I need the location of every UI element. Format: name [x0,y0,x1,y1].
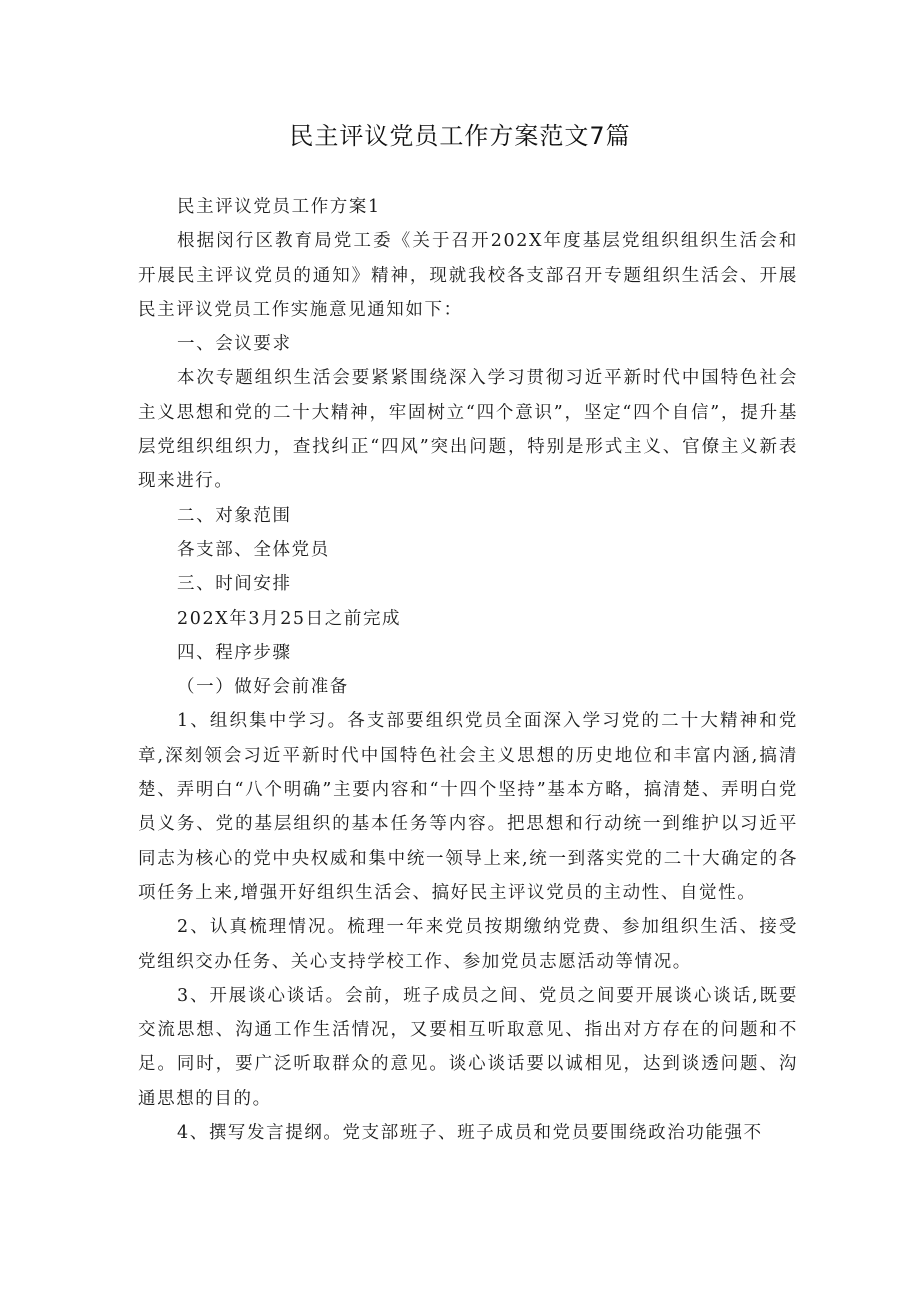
document-body [138,190,798,1150]
section-heading: 一、会议要求 [177,334,292,355]
section-heading: 三、时间安排 [177,574,292,595]
subsection-heading: （一）做好会前准备 [177,677,349,698]
paragraph: 根据闵行区教育局党工委《关于召开202X年度基层党组织组织生活会和开展民主评议党员的通知》精神，现就我校各支部召开专题组织生活会、开展民主评议党员工作实施意见通知如下： [138,231,798,320]
paragraph: 1、组织集中学习。各支部要组织党员全面深入学习党的二十大精神和党章,深刻领会习近平新时代中国特色社会主义思想的历史地位和丰富内涵,搞清楚、弄明白“八个明确”主要内容和“十四个坚持”基本方略，搞清楚、弄明白党员义务、党的基层组织的基本任务等内容。把思想和行动统一到维护以习近平同志为核心的党中央权威和集中统一领导上来,统一到落实党的二十大确定的各项任务上来,增强开好组织生活会、搞好民主评议党员的主动性、自觉性。 [138,711,798,903]
paragraph: 3、开展谈心谈话。会前，班子成员之间、党员之间要开展谈心谈话,既要交流思想、沟通工作生活情况，又要相互听取意见、指出对方存在的问题和不足。同时，要广泛听取群众的意见。谈心谈话要以诚相见，达到谈透问题、沟通思想的目的。 [138,985,798,1109]
section-heading: 二、对象范围 [177,505,292,526]
paragraph: 2、认真梳理情况。梳理一年来党员按期缴纳党费、参加组织生活、接受党组织交办任务、关心支持学校工作、参加党员志愿活动等情况。 [138,917,798,972]
section-heading: 民主评议党员工作方案1 [177,197,381,217]
paragraph: 本次专题组织生活会要紧紧围绕深入学习贯彻习近平新时代中国特色社会主义思想和党的二十大精神，牢固树立“四个意识”，坚定“四个自信”，提升基层党组织组织力，查找纠正“四风”突出问题，特别是形式主义、官僚主义新表现来进行。 [138,368,798,492]
paragraph: 4、撰写发言提纲。党支部班子、班子成员和党员要围绕政治功能强不 [177,1123,763,1144]
section-heading: 四、程序步骤 [177,642,292,663]
paragraph: 202X年3月25日之前完成 [177,608,402,629]
document-title: 民主评议党员工作方案范文7篇 [289,122,631,150]
paragraph: 各支部、全体党员 [177,539,330,560]
